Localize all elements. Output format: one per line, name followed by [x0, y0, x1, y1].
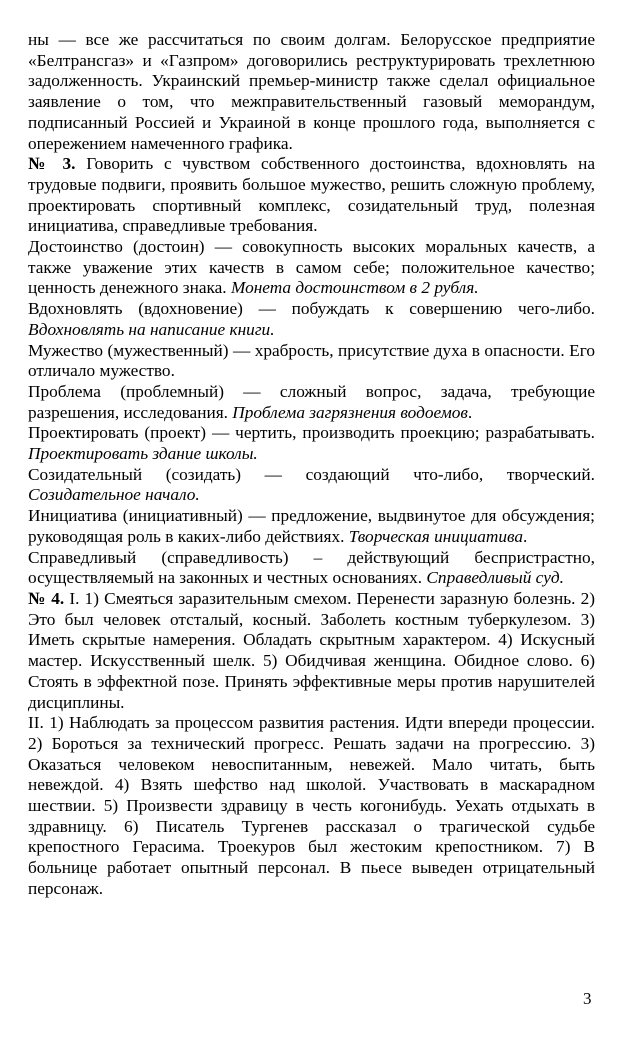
paragraph-text: I. 1) Смеяться заразительным смехом. Перенести заразную болезнь. 2) Это был человек отсталый, косный. Заболеть костным туберкулезом. 3) Иметь скрытые намерения. Обладать скрытным характером. 4) Искусный мастер. Искусственный шелк. 5) Обидчивая женщина. Обидное слово. 6) Стоять в эффектной позе. Принять эффективные меры против нарушителей дисциплины. [28, 588, 595, 712]
exercise-number: № 3. [28, 154, 76, 174]
paragraph-text: Говорить с чувством собственного достоинства, вдохновлять на трудовые подвиги, проявить большое мужество, решить сложную проблему, проектировать спортивный комплекс, созидательный труд, полезная инициатива, справедливые требования. [28, 154, 595, 236]
paragraph [28, 713, 595, 899]
paragraph-text: Проектировать (проект) — чертить, производить проекцию; разрабатывать. [28, 423, 595, 443]
document-page [28, 30, 595, 900]
exercise-number: № 4. [28, 588, 65, 608]
paragraph-text: Справедливый (справедливость) – действующий беспристрастно, осуществляемый на законных и честных основаниях. [28, 547, 595, 588]
paragraph-text: . [467, 402, 473, 422]
paragraph-text: Вдохновлять (вдохновение) — побуждать к совершению чего-либо. [28, 299, 595, 319]
example-text: Справедливый суд. [426, 568, 564, 588]
paragraph-text: Достоинство (достоин) — совокупность высоких моральных качеств, а также уважение этих качеств в самом себе; положительное качество; ценность денежного знака. [28, 237, 595, 298]
paragraph [28, 423, 595, 464]
page-number: 3 [583, 989, 592, 1008]
example-text: Созидательное начало. [28, 485, 200, 505]
paragraph-text: Созидательный (созидать) — создающий что-либо, творческий. [28, 464, 595, 484]
example-text: Проблема загрязнения водоемов [232, 402, 468, 422]
paragraph-text: ны — все же рассчитаться по своим долгам. Белорусское предприятие «Белтрансгаз» и «Газпром» договорились реструктурировать трехлетнюю задолженность. Украинский премьер-министр также сделал официальное заявление о том, что межправительственный газовый меморандум, подписанный Россией и Украиной в конце прошлого года, выполняется с опережением намеченного графика. [28, 30, 595, 153]
example-text: Проектировать здание школы. [28, 444, 258, 464]
example-text: Монета достоинством в 2 рубля. [230, 278, 479, 298]
paragraph [28, 465, 595, 506]
example-text: Вдохновлять на написание книги. [28, 319, 275, 339]
paragraph [28, 589, 595, 713]
paragraph-text: Проблема (проблемный) — сложный вопрос, задача, требующие разрешения, исследования. [28, 381, 595, 422]
paragraph [28, 154, 595, 237]
paragraph [28, 30, 595, 154]
paragraph-text: II. 1) Наблюдать за процессом развития растения. Идти впереди процессии. 2) Бороться за технический прогресс. Решать задачи на прогрессию. 3) Оказаться человеком невоспитанным, невежей. Мало читать, быть невеждой. 4) Взять шефство над школой. Участвовать в маскарадном шествии. 5) Произвести здравицу в честь когонибудь. Уехать отдыхать в здравницу. 6) Писатель Тургенев рассказал о трагической судьбе крепостного Герасима. Троекуров был жестоким крепостником. 7) В больнице работает опытный персонал. В пьесе выведен отрицательный персонаж. [28, 713, 595, 898]
paragraph-text: Мужество (мужественный) — храбрость, присутствие духа в опасности. Его отличало мужество. [28, 340, 595, 381]
paragraph [28, 382, 595, 423]
paragraph [28, 506, 595, 547]
paragraph-text: . [523, 526, 528, 546]
document-body [28, 30, 595, 900]
paragraph [28, 299, 595, 340]
paragraph [28, 341, 595, 382]
example-text: Творческая инициатива [348, 526, 524, 546]
paragraph-text: Инициатива (инициативный) — предложение, выдвинутое для обсуждения; руководящая роль в каких-либо действиях. [28, 506, 595, 546]
paragraph [28, 237, 595, 299]
paragraph [28, 548, 595, 589]
